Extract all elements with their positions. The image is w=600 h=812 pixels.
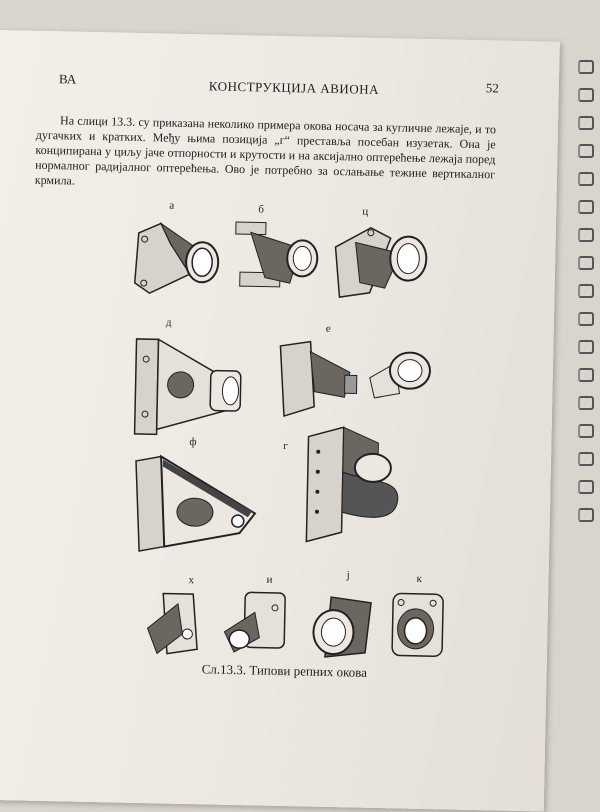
figure-label-b: б: [258, 203, 265, 216]
binding-coil: [578, 452, 594, 466]
figure-label-d: д: [165, 316, 172, 329]
binding-coil: [578, 60, 594, 74]
fitting-drawing-j: [305, 592, 376, 663]
page-number: 52: [485, 80, 500, 96]
fitting-drawing-i: [219, 587, 295, 661]
binding-coil: [578, 424, 594, 438]
header-title: КОНСТРУКЦИЈА АВИОНА: [208, 78, 380, 97]
binding-coil: [578, 116, 594, 130]
binding-coil: [578, 88, 594, 102]
binding-coil: [578, 340, 594, 354]
figure-label-g: г: [283, 440, 288, 453]
figure-label-h: х: [188, 574, 195, 587]
binding-coil: [578, 508, 594, 522]
fitting-drawing-g: [301, 421, 414, 548]
page-header: [29, 71, 529, 105]
fitting-drawing-c: [329, 217, 441, 304]
binding-coil: [578, 144, 594, 158]
fitting-drawing-d: [129, 329, 261, 442]
figure-label-j: ј: [346, 569, 350, 582]
figure-label-f: ф: [189, 436, 197, 449]
figure-caption: Сл.13.3. Типови репних окова: [201, 661, 368, 680]
binding-coil: [578, 256, 594, 270]
figure-label-a: а: [169, 199, 175, 212]
figure-label-c: ц: [362, 205, 369, 218]
figure-label-k: к: [416, 572, 423, 585]
binding-coil: [578, 172, 594, 186]
binding-coil: [578, 284, 594, 298]
spiral-binding: [570, 40, 600, 800]
fitting-drawing-a: [129, 213, 231, 300]
binding-coil: [578, 200, 594, 214]
binding-coil: [578, 312, 594, 326]
fitting-drawing-h: [142, 588, 213, 659]
binding-coil: [578, 396, 594, 410]
fitting-drawing-k: [382, 588, 454, 664]
binding-coil: [578, 228, 594, 242]
fitting-drawing-b: [229, 217, 331, 299]
figure-label-e: е: [325, 322, 331, 335]
fitting-drawing-f: [129, 451, 271, 559]
binding-coil: [578, 368, 594, 382]
header-left: ВА: [58, 71, 77, 87]
figure-label-i: и: [266, 573, 273, 586]
book-page: [0, 30, 560, 812]
fitting-drawing-e: [274, 336, 446, 425]
binding-coil: [578, 480, 594, 494]
body-paragraph: На слици 13.3. су приказана неколико примера окова носача за кугличне лежаје, и то дугачких и кратких. Међу њима позиција „г“ преставља посебан изузетак. Она је конципирана у циљу јаче отпорности и крутости и на аксијално оптерећење лежаја поред нормалног радијалног оптерећења. Ово је потребно за ослањање тежине вертикалног крмила.: [34, 113, 497, 188]
